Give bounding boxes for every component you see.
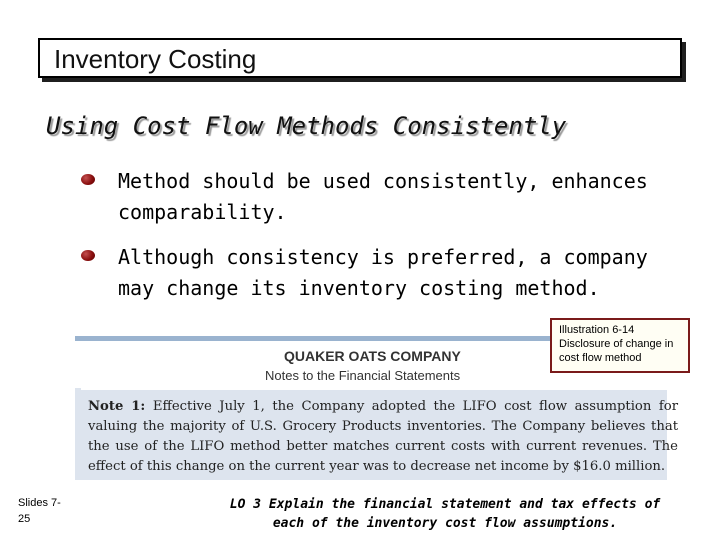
callout-line: cost flow method	[559, 352, 642, 364]
callout-line: Illustration 6-14	[559, 324, 635, 336]
bullet-icon	[81, 250, 95, 261]
bullet-icon	[81, 174, 95, 185]
title-box	[38, 38, 682, 78]
bullet-item	[118, 166, 658, 228]
slide-number-line: 25	[18, 513, 31, 525]
slide-number-line: Slides 7-	[18, 497, 61, 509]
note-text-block	[88, 397, 678, 477]
exhibit-heading: Notes to the Financial Statements	[265, 368, 461, 383]
learning-objective	[210, 495, 680, 533]
illustration-callout	[550, 318, 690, 373]
exhibit-company: QUAKER OATS COMPANY	[284, 348, 461, 364]
bullet-text: Although consistency is preferred, a company may change its inventory costing method.	[118, 245, 648, 300]
bullet-text: Method should be used consistently, enhances comparability.	[118, 169, 648, 224]
learning-objective-line: each of the inventory cost flow assumptions.	[272, 516, 618, 531]
slide-number	[18, 495, 61, 527]
note-body: Effective July 1, the Company adopted the LIFO cost flow assumption for valuing the majority of U.S. Grocery Products inventories. The Company believes that the use of the LIFO method better matches current costs with current revenues. The effect of this change on the current year was to decrease net income by $16.0 million.	[88, 399, 678, 474]
learning-objective-line: LO 3 Explain the financial statement and tax effects of	[229, 497, 661, 512]
slide-title: Inventory Costing	[54, 44, 257, 74]
note-label: Note 1:	[88, 399, 146, 414]
slide-subtitle: Using Cost Flow Methods Consistently	[46, 112, 567, 140]
bullet-item	[118, 242, 658, 304]
callout-line: Disclosure of change in	[559, 338, 674, 350]
